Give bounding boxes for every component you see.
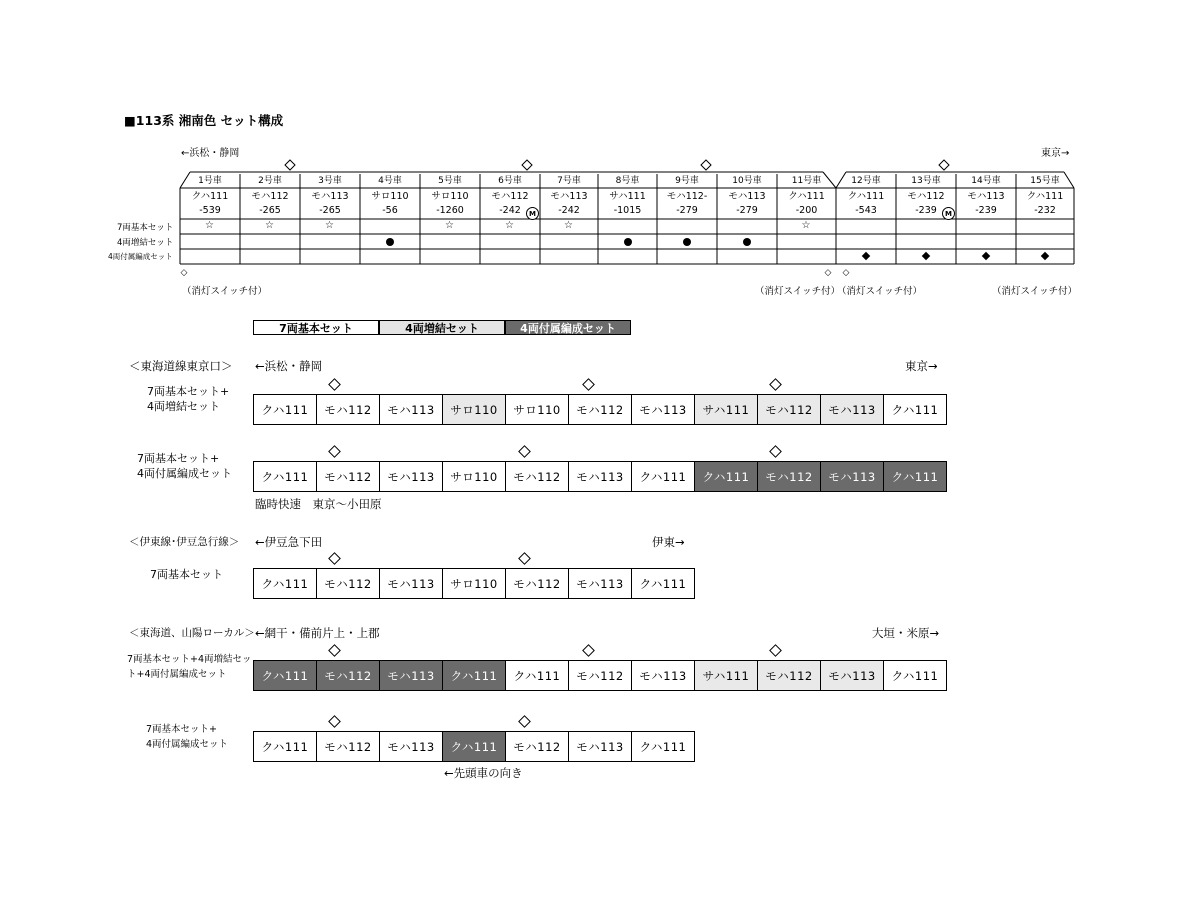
car-number-cell: 11号車 [791,176,822,186]
formation-label: 4両付属編成セット [146,739,229,750]
switch-marker-icon: ◇ [824,268,832,278]
pantograph-icon [518,445,531,458]
section-header-ito: ＜伊東線･伊豆急行線＞ [129,536,240,548]
train-car: モハ112 [757,461,821,492]
pantograph-diamond [939,160,949,170]
legend-add4: 4両増結セット [379,320,505,335]
section-right-ito: 伊東→ [652,535,685,549]
train-car: モハ113 [379,731,443,762]
train-car: クハ111 [631,461,695,492]
section-header-tokaido: ＜東海道線東京口＞ [129,359,233,373]
pantograph-icon [328,552,341,565]
car-name-cell: モハ112 [251,190,289,202]
car-serial-cell: -265 [319,204,341,216]
car-serial-cell: -232 [1034,204,1056,216]
car-number-cell: 3号車 [318,176,342,186]
pantograph-icon [582,378,595,391]
train-car: モハ113 [568,731,632,762]
section-right-sanyo: 大垣・米原→ [872,626,940,640]
car-number-cell: 2号車 [258,176,282,186]
pantograph-diamond [285,160,295,170]
train-car: モハ113 [379,568,443,599]
car-name-cell: モハ112- [666,190,708,202]
train-car: モハ112 [505,731,569,762]
pantograph-icon [328,378,341,391]
formation-label: 4両増結セット [147,400,220,413]
car-name-cell: クハ111 [1026,190,1064,202]
train-car: モハ113 [568,568,632,599]
motor-mark-icon: M [526,207,539,220]
table-direction-right: 東京→ [1041,148,1070,159]
pantograph-diamond [522,160,532,170]
section-left-ito: ←伊豆急下田 [255,535,323,549]
switch-note-11: （消灯スイッチ付） [755,286,841,297]
formation-label: 7両基本セット+ [146,724,218,735]
car-name-cell: クハ111 [191,190,229,202]
formation-note: 臨時快速 東京～小田原 [255,497,382,511]
car-serial-cell: -279 [676,204,698,216]
train-car: モハ112 [316,731,380,762]
formation-label: 7両基本セット [150,568,223,581]
car-name-cell: サロ110 [431,190,469,202]
train-car: モハ112 [316,461,380,492]
legend-basic: 7両基本セット [253,320,379,335]
pantograph-icon [769,644,782,657]
car-name-cell: クハ111 [847,190,885,202]
train-car: モハ112 [757,394,821,425]
pantograph-icon [518,715,531,728]
section-left-tokaido: ←浜松・静岡 [255,359,323,373]
star-icon: ☆ [445,220,454,231]
car-serial-cell: -56 [382,204,398,216]
train-car: モハ112 [505,568,569,599]
switch-marker-icon: ◇ [842,268,850,278]
car-number-cell: 10号車 [732,176,762,186]
train-car: クハ111 [253,660,317,691]
car-number-cell: 5号車 [438,176,462,186]
car-number-cell: 1号車 [198,176,222,186]
train-car: クハ111 [631,731,695,762]
train-car: モハ112 [316,394,380,425]
row-label-att4: 4両付属編成セット [108,252,173,261]
train-car: モハ113 [820,461,884,492]
car-serial-cell: -1015 [613,204,642,216]
train-car: モハ113 [631,394,695,425]
train-car: クハ111 [631,568,695,599]
car-number-cell: 15号車 [1030,176,1060,186]
pantograph-icon [582,644,595,657]
formation-label: ト+4両付属編成セット [127,669,227,680]
car-serial-cell: -265 [259,204,281,216]
train-car: クハ111 [442,731,506,762]
train-car: クハ111 [253,461,317,492]
car-number-cell: 6号車 [498,176,522,186]
car-name-cell: モハ112 [907,190,945,202]
table-direction-left: ←浜松・静岡 [181,148,240,159]
car-serial-cell: -239 [915,204,937,216]
pantograph-diamond [701,160,711,170]
legend-att4: 4両付属編成セット [505,320,631,335]
filled-dot-icon [624,238,632,246]
train-car: モハ112 [568,394,632,425]
car-number-cell: 9号車 [675,176,699,186]
car-name-cell: モハ113 [550,190,588,202]
formation-note: ←先頭車の向き [444,766,523,780]
section-left-sanyo: ←網干・備前片上・上郡 [255,626,380,640]
row-label-basic: 7両基本セット [117,223,174,233]
switch-marker-icon: ◇ [180,268,188,278]
filled-dot-icon [386,238,394,246]
train-car: モハ113 [379,461,443,492]
train-car: クハ111 [253,731,317,762]
motor-mark-icon: M [942,207,955,220]
train-car: モハ113 [820,394,884,425]
train-car: モハ112 [568,660,632,691]
train-car: サロ110 [442,568,506,599]
car-number-cell: 7号車 [557,176,581,186]
train-car: モハ113 [379,660,443,691]
train-car: モハ113 [631,660,695,691]
train-car: クハ111 [253,568,317,599]
train-car: クハ111 [694,461,758,492]
train-car: サハ111 [694,660,758,691]
car-number-cell: 8号車 [615,176,640,186]
star-icon: ☆ [265,220,274,231]
section-header-sanyo: ＜東海道、山陽ローカル＞ [129,627,255,639]
filled-dot-icon [683,238,691,246]
car-name-cell: モハ113 [311,190,349,202]
car-serial-cell: -242 [499,204,521,216]
switch-note-1: （消灯スイッチ付） [182,286,268,297]
formation-label: 4両付属編成セット [137,467,232,480]
train-car: モハ112 [316,568,380,599]
table-outline [0,0,1200,300]
train-car: クハ111 [883,394,947,425]
car-serial-cell: -279 [736,204,758,216]
train-car: クハ111 [505,660,569,691]
car-name-cell: クハ111 [788,190,825,202]
car-serial-cell: -239 [975,204,997,216]
pantograph-icon [769,378,782,391]
car-name-cell: モハ112 [491,190,529,202]
train-car: モハ112 [505,461,569,492]
filled-dot-icon [743,238,751,246]
star-icon: ☆ [205,220,214,231]
train-car: モハ112 [316,660,380,691]
car-serial-cell: -1260 [436,204,464,216]
car-name-cell: モハ113 [728,190,766,202]
car-serial-cell: -242 [558,204,580,216]
formation-label: 7両基本セット+4両増結セッ [127,654,252,665]
train-car: サロ110 [442,394,506,425]
train-car: モハ113 [568,461,632,492]
car-number-cell: 4号車 [378,176,402,186]
pantograph-icon [328,445,341,458]
star-icon: ☆ [801,220,811,231]
car-name-cell: サロ110 [371,190,409,202]
star-icon: ☆ [505,220,514,231]
star-icon: ☆ [325,220,334,231]
car-serial-cell: -200 [795,204,818,216]
section-right-tokaido: 東京→ [905,359,938,373]
formation-label: 7両基本セット+ [137,452,220,465]
switch-note-12: （消灯スイッチ付） [837,286,923,297]
train-car: サロ110 [442,461,506,492]
car-number-cell: 13号車 [911,176,941,186]
train-car: クハ111 [442,660,506,691]
pantograph-icon [769,445,782,458]
train-car: モハ113 [379,394,443,425]
car-name-cell: モハ113 [967,190,1005,202]
car-name-cell: サハ111 [609,190,646,202]
page-title: ■113系 湘南色 セット構成 [124,113,284,128]
train-car: サハ111 [694,394,758,425]
car-serial-cell: -539 [199,204,221,216]
train-car: クハ111 [883,660,947,691]
switch-note-15: （消灯スイッチ付） [992,286,1078,297]
car-serial-cell: -543 [855,204,877,216]
formation-label: 7両基本セット+ [147,385,230,398]
star-icon: ☆ [564,220,573,231]
train-car: サロ110 [505,394,569,425]
car-number-cell: 12号車 [851,176,881,186]
row-label-add4: 4両増結セット [117,238,174,248]
train-car: モハ112 [757,660,821,691]
pantograph-icon [328,715,341,728]
train-car: クハ111 [883,461,947,492]
pantograph-icon [328,644,341,657]
train-car: クハ111 [253,394,317,425]
pantograph-icon [518,552,531,565]
car-number-cell: 14号車 [971,176,1001,186]
train-car: モハ113 [820,660,884,691]
